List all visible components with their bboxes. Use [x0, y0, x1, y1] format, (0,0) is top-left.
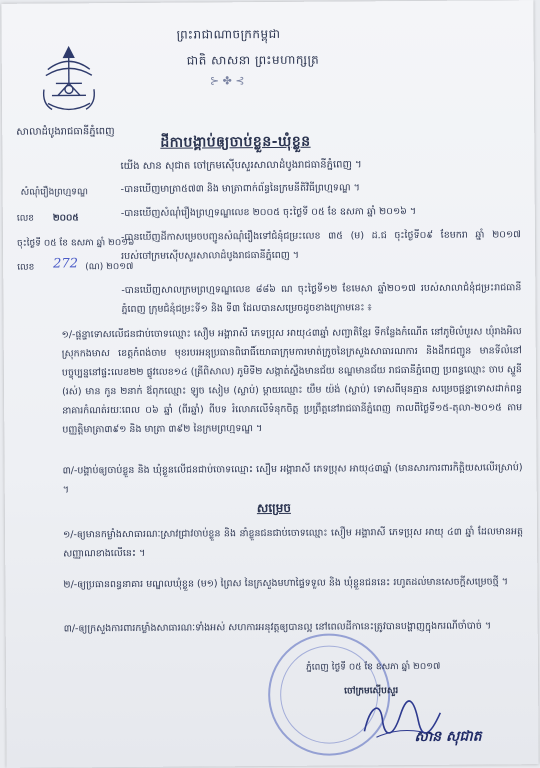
case-no-label: លេខ: [16, 213, 35, 224]
order-1: ១/-ឲ្យមានកម្លាំងសាធារណៈស្រាវជ្រាវចាប់ខ្លួន និង នាំខ្លួនជនជាប់ចោទឈ្មោះ សឿម អង្គារាសី ភេទប្រុស អាយុ ៤៣ ឆ្នាំ ដែលមានអត្តសញ្ញាណខាងលើនេះ ។: [63, 526, 524, 560]
signer-role: ចៅក្រមស៊ើបសួរ: [344, 686, 399, 697]
document-title: ដីកាបង្គាប់ឲ្យចាប់ខ្លួន-ឃុំខ្លួន: [160, 133, 311, 151]
national-motto: ជាតិ សាសនា ព្រះមហាក្សត្រ: [186, 52, 320, 68]
decision-heading: សម្រេច: [256, 500, 291, 516]
court-name: សាលាដំបូងរាជធានីភ្នំពេញ: [16, 126, 115, 138]
document-page: [1, 0, 538, 768]
consideration-2: -បានឃើញសំណុំរឿងព្រហ្មទណ្ឌលេខ ២០០៥ ចុះថ្ងៃទី ០៥ ខែ ឧសភា ឆ្នាំ ២០១៦ ។: [120, 205, 417, 220]
signing-place-date: ភ្នំពេញ ថ្ងៃទី ០៥ ខែ ឧសភា ឆ្នាំ ២០១៧: [305, 661, 441, 673]
order-no-label: លេខ: [17, 262, 35, 273]
consideration-1: -បានឃើញមាត្រា៥៧៣ និង មាត្រាពាក់ព័ន្ធនៃក្រមនីតិវិធីព្រហ្មទណ្ឌ ។: [120, 182, 360, 196]
case-date: ចុះថ្ងៃទី ០៥ ខែ ឧសភា ឆ្នាំ ២០១៦: [16, 237, 135, 249]
consideration-4: -បានឃើញសាលក្រមព្រហ្មទណ្ឌលេខ ៨៨៦ ណ ចុះថ្ងៃទី១២ ខែមេសា ឆ្នាំ២០១៧ របស់សាលាជំនុំជម្រះរាជធានីភ្នំពេញ ក្រុមជំនុំជម្រះទី១ និង ទី៣ ដែលបានសម្រេចដូចខាងក្រោមនេះ ៖: [121, 282, 522, 316]
kingdom-title: ព្រះរាជាណាចក្រកម្ពុជា: [176, 26, 281, 42]
motto-ornament: ⊱ ✤ ⊰: [209, 74, 245, 88]
royal-emblem-icon: [38, 43, 101, 121]
order-number-handwritten: 272: [53, 256, 79, 272]
sentence-paragraph-3: ៣/-បង្គាប់ឲ្យចាប់ខ្លួន និង ឃុំខ្លួនលើជនជាប់ចោទឈ្មោះ សឿម អង្គារាសី ភេទប្រុស អាយុ៤៣ឆ្នាំ (មានសារការពារកិត្តិយសលើរស្រាប់) ។: [62, 462, 523, 496]
order-2: ២/-ឲ្យប្រធានពន្ធនាគារ មណ្ឌលឃុំខ្លួន (ម១) ព្រៃស នៃក្រសួងមហាផ្ទៃទទួល និង ឃុំខ្លួនជននេះ រហូតដល់មានសេចក្តីសម្រេចថ្មី ។: [63, 576, 508, 591]
office-label: សំណុំរឿងព្រហ្មទណ្ឌ: [20, 187, 89, 198]
order-number-suffix: (ណ) ២០១៧: [85, 261, 134, 273]
order-3: ៣/-ឲ្យក្រសួងការពារកម្លាំងសាធារណៈទាំងអស់ សហការអនុវត្តឲ្យបានល្អ នៅពេលដីកានេះត្រូវបានបង្ហាញក្នុងករណីចាំបាច់ ។: [63, 620, 492, 635]
consideration-3: -បានឃើញដីកាសម្រេចបញ្ជូនសំណុំរឿងទៅជំនុំជម្រះលេខ ៣៥ (ម) ដ.ជ ចុះថ្ងៃទី០៩ ខែមករា ឆ្នាំ ២០១៧ របស់ចៅក្រមស៊ើបសួរសាលាដំបូងរាជធានីភ្នំពេញ ។: [120, 229, 522, 263]
sentence-paragraph-1: ១/-ផ្តន្ទាទោសលើជនជាប់ចោទឈ្មោះ សឿម អង្គារាសី ភេទប្រុស អាយុ៤៣ឆ្នាំ សញ្ជាតិខ្មែរ ទីកន្លែងកំណើត នៅភូមិលំបួរស ឃុំរាងអិល ស្រុកកងមាស ខេត្តកំពង់ចាម មុខរបរអនុប្រធានពិរោធិ៍យោធាក្រុមការមាត់ក្រូចនៃក្រសួងសាធារណការ និងដឹកជញ្ជូន មានទីលំនៅបច្ចុប្បន្ននៅផ្ទះលេខ២២ ផ្លូវលេខ១៤ (គ្រីពិសាល) ភូមិទី២ សង្កាត់ស្ទឹងមានជ័យ ខណ្ឌមានជ័យ រាជធានីភ្នំពេញ ប្រពន្ធឈ្មោះ ចាប ស្នួនី (រស់) មាន កូន ២នាក់ ឪពុកឈ្មោះ ឡូច សៀម (ស្លាប់) ម្តាយឈ្មោះ យឹម យ៉ង់ (ស្លាប់) ទោសពីមុនគ្មាន សម្រេចផ្តន្ទាទោសដាក់ពន្ធនាគារកំណត់រយៈពេល ០៦ ឆ្នាំ (ពីរឆ្នាំ) ពីបទ រំលោភលើទំនុកចិត្ត ប្រព្រឹត្តនៅរាជធានីភ្នំពេញ កាលពីថ្ងៃទី១៥-តុលា-២០១៥ តាមបញ្ញត្តិមាត្រា៣៩១ និង មាត្រា ៣៩២ នៃក្រមព្រហ្មទណ្ឌ ។: [61, 326, 523, 436]
document-intro: យើង សាន សុជាត ចៅក្រមស៊ើបសួរសាលាដំបូងរាជធានីភ្នំពេញ ។: [120, 159, 362, 173]
case-number: ២០០៥: [52, 213, 79, 224]
signer-name-handwritten: សាន សុជាត: [414, 728, 482, 745]
